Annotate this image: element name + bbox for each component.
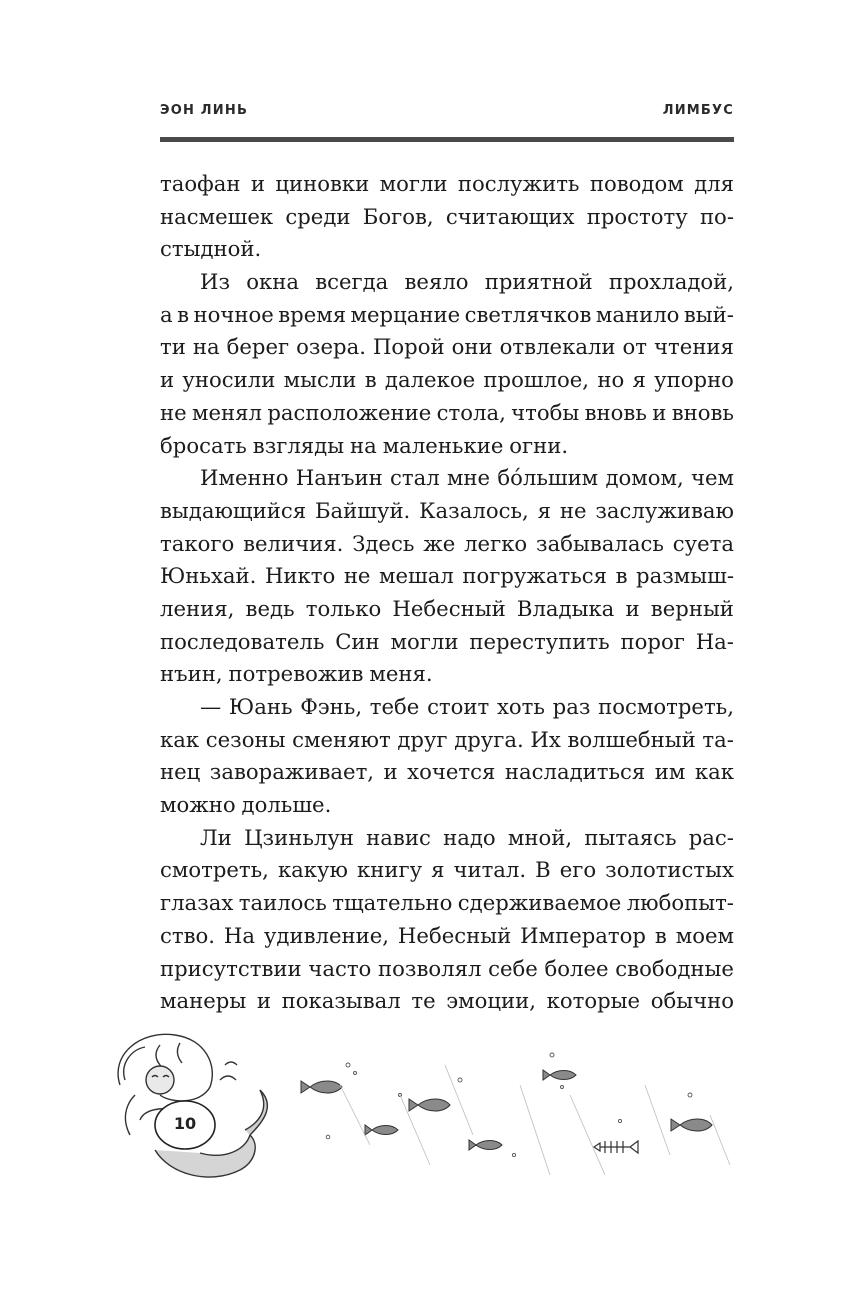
word: размыш- — [636, 563, 734, 589]
word: в — [177, 301, 190, 327]
word: среди — [285, 203, 351, 229]
text-line — [160, 528, 734, 561]
word: эмоции, — [446, 988, 537, 1014]
word: Именно — [200, 465, 289, 491]
word: же — [423, 530, 456, 556]
word: на — [350, 432, 377, 458]
word: не — [559, 497, 587, 523]
body-text — [160, 168, 734, 1018]
word: и — [256, 988, 271, 1014]
word: Здесь — [352, 530, 415, 556]
text-line — [160, 201, 734, 234]
word: мысли — [283, 367, 357, 393]
word: прохладой, — [608, 269, 734, 295]
word: послужить — [457, 171, 580, 196]
word: Цзиньлун — [244, 824, 354, 850]
word: окна — [246, 269, 299, 295]
word: меня. — [369, 661, 433, 687]
word: читал. — [453, 857, 527, 883]
header-rule — [160, 137, 734, 142]
text-line — [160, 658, 734, 691]
word: отвлекали — [499, 334, 616, 360]
word: Император — [520, 922, 646, 948]
text-line — [160, 495, 734, 528]
word: порог — [620, 628, 685, 654]
word: Никто — [264, 563, 336, 589]
word: менял — [192, 399, 262, 425]
word: более — [544, 955, 609, 981]
word: ство. — [160, 922, 216, 948]
word: огни. — [509, 432, 569, 458]
word: стола, — [436, 399, 506, 425]
word: бóльшим — [497, 465, 599, 491]
text-line — [160, 168, 734, 201]
word: и — [250, 171, 265, 196]
word: ти — [160, 334, 186, 360]
text-line — [160, 331, 734, 364]
word: Владыка — [516, 595, 615, 621]
word: раз — [552, 694, 591, 719]
text-line — [160, 822, 734, 855]
header-author: ЭОН ЛИНЬ — [160, 103, 249, 118]
word: и — [383, 759, 398, 785]
running-header — [160, 103, 734, 118]
word: не — [160, 399, 187, 425]
word: как — [160, 726, 200, 752]
text-line — [160, 691, 734, 724]
word: таофан — [160, 171, 241, 196]
word: рас- — [688, 824, 734, 850]
word: на — [192, 334, 220, 360]
word: себе — [488, 955, 538, 981]
word: волшебный — [567, 726, 696, 752]
word: взгляды — [252, 432, 345, 458]
word: но — [597, 367, 625, 393]
word: Небесный — [392, 595, 506, 621]
word: Казалось, — [419, 497, 529, 523]
word: моем — [675, 922, 734, 948]
word: заслуживаю — [595, 497, 734, 523]
word: дольше. — [241, 792, 332, 818]
word: Богов, — [362, 203, 434, 229]
word: свободные — [615, 955, 734, 981]
word: Ли — [200, 824, 232, 850]
word: они — [451, 334, 493, 360]
word: мешал — [379, 563, 454, 589]
word: нъин, — [160, 661, 223, 687]
fish-icon — [301, 1070, 712, 1150]
word: я — [632, 367, 646, 393]
word: могли — [390, 628, 459, 654]
word: Фэнь, — [300, 694, 363, 719]
text-line — [160, 920, 734, 953]
word: светлячков — [464, 301, 592, 327]
text-line — [160, 985, 734, 1018]
word: расположение — [267, 399, 432, 425]
text-line — [160, 266, 734, 299]
word: веяло — [404, 269, 469, 295]
word: нец — [160, 759, 201, 785]
word: На- — [695, 628, 734, 654]
word: чтения — [654, 334, 734, 360]
word: считающих — [445, 203, 575, 229]
word: домом, — [605, 465, 684, 491]
word: простоту — [586, 203, 688, 229]
word: суета — [672, 530, 734, 556]
text-line — [160, 887, 734, 920]
word: и — [652, 399, 667, 425]
word: надо — [443, 824, 496, 850]
word: какую — [277, 857, 348, 883]
word: берег — [226, 334, 290, 360]
text-line — [160, 593, 734, 626]
word: не — [343, 563, 371, 589]
word: друг — [397, 726, 448, 752]
text-line — [160, 724, 734, 757]
word: поводом — [589, 171, 684, 196]
word: таилось — [238, 890, 327, 916]
word: сменяют — [292, 726, 391, 752]
word: Небесный — [397, 922, 512, 948]
word: в — [654, 922, 667, 948]
word: книгу — [356, 857, 423, 883]
word: В — [535, 857, 551, 883]
fish-skeleton-icon — [594, 1141, 638, 1153]
word: забывалась — [536, 530, 664, 556]
text-line — [160, 560, 734, 593]
text-line — [160, 364, 734, 397]
word: упорно — [654, 367, 734, 393]
word: Байшуй. — [314, 497, 411, 523]
word: смотреть, — [160, 857, 269, 883]
word: Порой — [372, 334, 445, 360]
word: последователь — [160, 628, 325, 654]
word: насладиться — [504, 759, 646, 785]
word: золотистых — [605, 857, 734, 883]
word: уносили — [182, 367, 276, 393]
word: как — [694, 759, 734, 785]
word: верный — [650, 595, 734, 621]
word: далекое — [384, 367, 476, 393]
word: такого — [160, 530, 235, 556]
word: и — [160, 367, 175, 393]
header-title: ЛИМБУС — [662, 103, 734, 118]
word: Из — [200, 269, 231, 295]
word: выдающийся — [160, 497, 307, 523]
word: сдерживаемое — [457, 890, 622, 916]
word: и — [625, 595, 640, 621]
word: прошлое, — [483, 367, 590, 393]
word: манило — [595, 301, 680, 327]
word: ведь — [245, 595, 295, 621]
word: глазах — [160, 890, 234, 916]
word: маленькие — [382, 432, 504, 458]
text-line — [160, 953, 734, 986]
word: ночное — [193, 301, 274, 327]
word: чем — [690, 465, 734, 491]
word: хочется — [407, 759, 496, 785]
word: навис — [366, 824, 431, 850]
word: чтобы — [511, 399, 580, 425]
text-line — [160, 397, 734, 430]
word: завораживает, — [209, 759, 375, 785]
word: я — [537, 497, 551, 523]
word: можно — [160, 792, 236, 818]
word: а — [160, 301, 173, 327]
word: вый- — [683, 301, 734, 327]
word: та- — [702, 726, 734, 752]
text-line — [160, 626, 734, 659]
word: пытаясь — [584, 824, 677, 850]
word: те — [411, 988, 436, 1014]
word: только — [305, 595, 382, 621]
word: часто — [308, 955, 372, 981]
word: вновь — [671, 399, 734, 425]
word: величия. — [243, 530, 344, 556]
word: могли — [379, 171, 448, 196]
word: мне — [446, 465, 491, 491]
word: Юань — [228, 694, 293, 719]
word: по- — [699, 203, 734, 229]
word: обычно — [650, 988, 734, 1014]
word: озера. — [296, 334, 366, 360]
text-line — [160, 299, 734, 332]
word: насмешек — [160, 203, 274, 229]
word: мерцание — [350, 301, 461, 327]
word: всегда — [315, 269, 389, 295]
word: Син — [335, 628, 380, 654]
word: в — [615, 563, 628, 589]
word: Их — [530, 726, 561, 752]
word: легко — [464, 530, 528, 556]
word: переступить — [469, 628, 610, 654]
word: время — [278, 301, 347, 327]
word: бросать — [160, 432, 247, 458]
text-line — [160, 789, 734, 822]
word: тебе — [369, 694, 420, 719]
mermaid-icon — [118, 1034, 267, 1177]
text-line — [160, 756, 734, 789]
text-line — [160, 462, 734, 495]
word: манеры — [160, 988, 247, 1014]
word: посмотреть, — [598, 694, 734, 719]
word: им — [654, 759, 686, 785]
text-line — [160, 430, 734, 463]
word: мной, — [507, 824, 573, 850]
word: стоит — [427, 694, 490, 719]
word: Юньхай. — [160, 563, 257, 589]
word: в — [364, 367, 377, 393]
word: его — [559, 857, 597, 883]
word: удивление, — [263, 922, 390, 948]
word: Нанъин — [295, 465, 383, 491]
word: потревожив — [228, 661, 364, 687]
word: вновь — [584, 399, 647, 425]
word: которые — [546, 988, 641, 1014]
word: для — [694, 171, 734, 196]
word: приятной — [484, 269, 593, 295]
page-number: 10 — [173, 1114, 197, 1133]
word: друга. — [454, 726, 524, 752]
word: присутствии — [160, 955, 302, 981]
word: стал — [390, 465, 440, 491]
word: стыдной. — [160, 236, 262, 262]
word: ления, — [160, 595, 235, 621]
word: хоть — [496, 694, 545, 719]
word: — — [200, 694, 222, 719]
word: позволял — [378, 955, 482, 981]
word: я — [431, 857, 445, 883]
word: циновки — [275, 171, 370, 196]
word: от — [622, 334, 648, 360]
word: тщательно — [332, 890, 453, 916]
word: погружаться — [462, 563, 608, 589]
word: На — [223, 922, 256, 948]
word: показывал — [281, 988, 401, 1014]
word: сезоны — [205, 726, 286, 752]
text-line — [160, 854, 734, 887]
text-line — [160, 233, 734, 266]
word: любопыт- — [626, 890, 734, 916]
